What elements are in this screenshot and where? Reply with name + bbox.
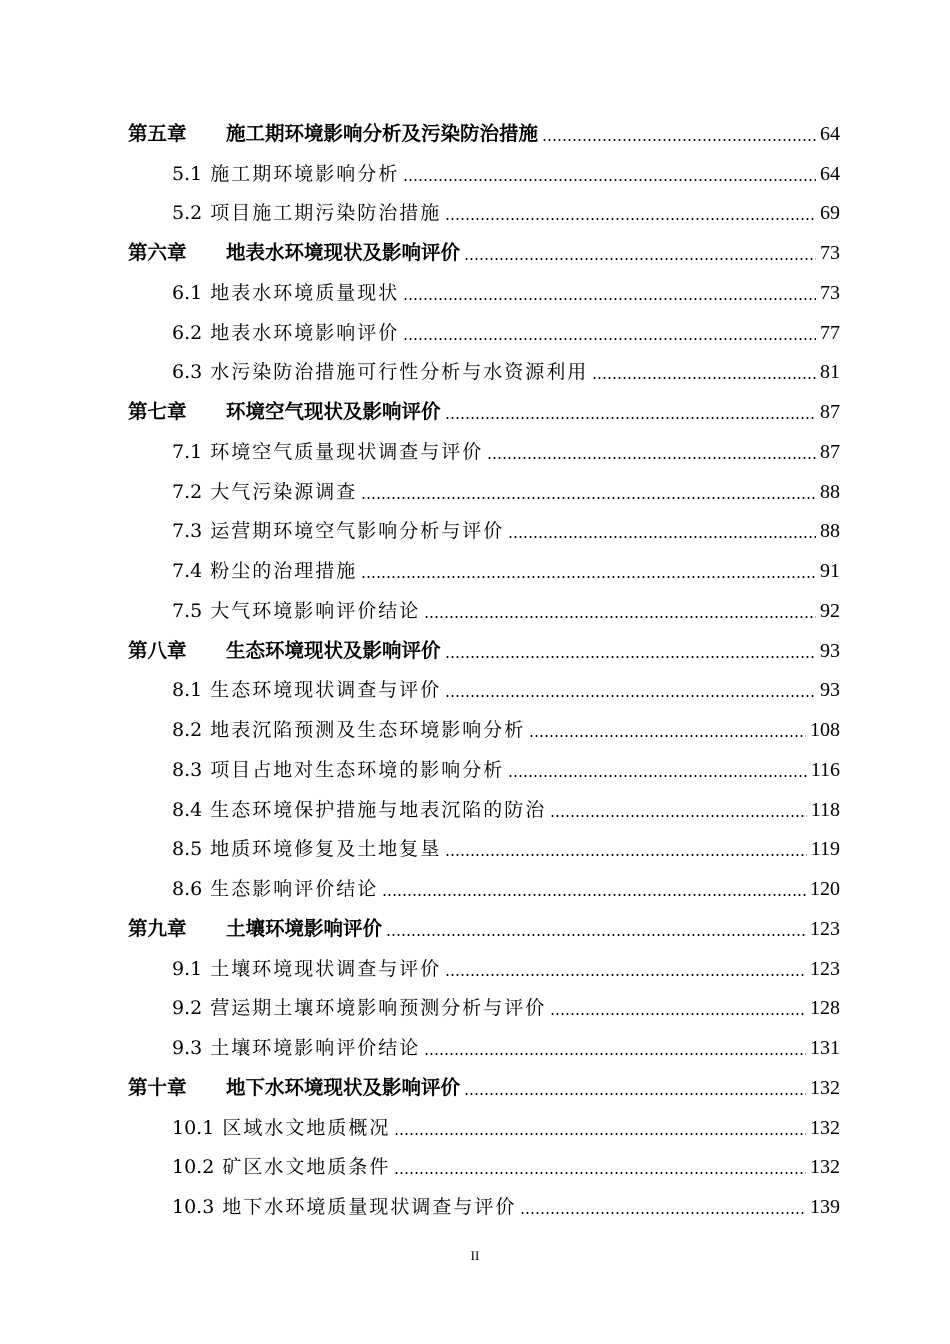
toc-entry-number: 第五章 bbox=[128, 121, 187, 145]
toc-section-entry[interactable] bbox=[128, 989, 840, 1029]
dot-leader bbox=[529, 735, 806, 737]
toc-section-entry[interactable] bbox=[128, 154, 840, 194]
toc-entry-number: 7.4 bbox=[172, 560, 203, 583]
toc-entry-title: 大气环境影响评价结论 bbox=[210, 599, 421, 622]
dot-leader bbox=[592, 377, 816, 379]
dot-leader bbox=[386, 934, 806, 936]
dot-leader bbox=[445, 974, 806, 976]
dot-leader bbox=[403, 298, 816, 300]
toc-entry-number: 5.2 bbox=[172, 202, 203, 225]
dot-leader bbox=[445, 695, 816, 697]
toc-section-entry[interactable] bbox=[128, 790, 840, 830]
toc-section-entry[interactable] bbox=[128, 1028, 840, 1068]
toc-entry-page: 123 bbox=[810, 917, 840, 940]
toc-entry-title: 施工期环境影响分析 bbox=[210, 162, 400, 185]
toc-entry-page: 131 bbox=[810, 1037, 840, 1060]
dot-leader bbox=[445, 854, 807, 856]
toc-entry-title: 项目占地对生态环境的影响分析 bbox=[210, 758, 505, 781]
dot-leader bbox=[542, 139, 816, 141]
toc-chapter-entry[interactable] bbox=[128, 909, 840, 949]
toc-section-entry[interactable] bbox=[128, 1148, 840, 1188]
dot-leader bbox=[382, 894, 806, 896]
toc-entry-number: 8.1 bbox=[172, 679, 203, 702]
toc-section-entry[interactable] bbox=[128, 949, 840, 989]
toc-entry-title: 区域水文地质概况 bbox=[222, 1116, 391, 1139]
toc-entry-title: 运营期环境空气影响分析与评价 bbox=[210, 520, 505, 543]
dot-leader bbox=[394, 1172, 806, 1174]
toc-section-entry[interactable] bbox=[128, 194, 840, 234]
toc-entry-page: 64 bbox=[820, 122, 840, 145]
toc-entry-number: 7.3 bbox=[172, 520, 203, 543]
toc-section-entry[interactable] bbox=[128, 353, 840, 393]
toc-entry-page: 73 bbox=[820, 281, 840, 304]
toc-section-entry[interactable] bbox=[128, 591, 840, 631]
toc-entry-page: 118 bbox=[810, 798, 840, 821]
toc-entry-title: 水污染防治措施可行性分析与水资源利用 bbox=[210, 361, 589, 384]
toc-section-entry[interactable] bbox=[128, 671, 840, 711]
toc-entry-number: 第八章 bbox=[128, 638, 187, 662]
toc-entry-number: 6.1 bbox=[172, 281, 203, 304]
toc-section-entry[interactable] bbox=[128, 551, 840, 591]
dot-leader bbox=[520, 1212, 806, 1214]
toc-section-entry[interactable] bbox=[128, 273, 840, 313]
toc-entry-title: 大气污染源调查 bbox=[210, 480, 358, 503]
toc-entry-title: 地质环境修复及土地复垦 bbox=[210, 838, 442, 861]
toc-entry-page: 64 bbox=[820, 162, 840, 185]
dot-leader bbox=[424, 1053, 806, 1055]
toc-entry-title: 项目施工期污染防治措施 bbox=[210, 202, 442, 225]
dot-leader bbox=[550, 815, 807, 817]
toc-entry-title: 粉尘的治理措施 bbox=[210, 560, 358, 583]
toc-chapter-entry[interactable] bbox=[128, 1068, 840, 1108]
dot-leader bbox=[464, 258, 816, 260]
toc-section-entry[interactable] bbox=[128, 313, 840, 353]
toc-entry-number: 第十章 bbox=[128, 1075, 187, 1099]
toc-entry-number: 6.3 bbox=[172, 361, 203, 384]
toc-entry-page: 88 bbox=[820, 480, 840, 503]
toc-chapter-entry[interactable] bbox=[128, 233, 840, 273]
toc-section-entry[interactable] bbox=[128, 830, 840, 870]
toc-entry-page: 92 bbox=[820, 599, 840, 622]
toc-entry-title: 施工期环境影响分析及污染防治措施 bbox=[226, 121, 539, 145]
toc-entry-number: 9.3 bbox=[172, 1037, 203, 1060]
toc-entry-number: 第六章 bbox=[128, 241, 187, 265]
toc-section-entry[interactable] bbox=[128, 512, 840, 552]
toc-entry-page: 119 bbox=[810, 838, 840, 861]
toc-entry-page: 128 bbox=[810, 997, 840, 1020]
toc-entry-number: 第九章 bbox=[128, 916, 187, 940]
dot-leader bbox=[361, 576, 816, 578]
toc-entry-number: 9.2 bbox=[172, 997, 203, 1020]
toc-section-entry[interactable] bbox=[128, 1108, 840, 1148]
toc-entry-title: 土壤环境影响评价 bbox=[226, 916, 383, 940]
toc-entry-title: 生态影响评价结论 bbox=[210, 878, 379, 901]
toc-entry-title: 生态环境现状及影响评价 bbox=[226, 638, 441, 662]
toc-entry-title: 环境空气质量现状调查与评价 bbox=[210, 440, 484, 463]
toc-entry-number: 5.1 bbox=[172, 162, 203, 185]
toc-entry-page: 139 bbox=[810, 1196, 840, 1219]
toc-entry-number: 8.4 bbox=[172, 798, 203, 821]
toc-entry-title: 环境空气现状及影响评价 bbox=[226, 400, 441, 424]
toc-entry-page: 132 bbox=[810, 1156, 840, 1179]
toc-entry-page: 73 bbox=[820, 242, 840, 265]
toc-entry-page: 116 bbox=[810, 758, 840, 781]
toc-entry-title: 土壤环境影响评价结论 bbox=[210, 1037, 421, 1060]
toc-entry-title: 矿区水文地质条件 bbox=[222, 1156, 391, 1179]
toc-entry-page: 88 bbox=[820, 520, 840, 543]
toc-entry-page: 108 bbox=[810, 719, 840, 742]
dot-leader bbox=[424, 616, 816, 618]
page-number-footer: II bbox=[470, 1248, 480, 1263]
dot-leader bbox=[394, 1133, 806, 1135]
toc-entry-number: 10.3 bbox=[172, 1196, 215, 1219]
toc-entry-page: 120 bbox=[810, 878, 840, 901]
toc-entry-page: 123 bbox=[810, 957, 840, 980]
toc-entry-number: 8.3 bbox=[172, 758, 203, 781]
toc-entry-number: 10.2 bbox=[172, 1156, 215, 1179]
toc-entry-title: 生态环境现状调查与评价 bbox=[210, 679, 442, 702]
dot-leader bbox=[445, 656, 816, 658]
dot-leader bbox=[464, 1093, 806, 1095]
toc-chapter-entry[interactable] bbox=[128, 631, 840, 671]
dot-leader bbox=[361, 497, 816, 499]
toc-entry-page: 87 bbox=[820, 401, 840, 424]
toc-entry-page: 87 bbox=[820, 440, 840, 463]
toc-section-entry[interactable] bbox=[128, 710, 840, 750]
toc-chapter-entry[interactable] bbox=[128, 392, 840, 432]
toc-section-entry[interactable] bbox=[128, 869, 840, 909]
dot-leader bbox=[445, 218, 816, 220]
toc-entry-title: 地表水环境质量现状 bbox=[210, 281, 400, 304]
toc-entry-number: 7.2 bbox=[172, 480, 203, 503]
toc-entry-number: 第七章 bbox=[128, 400, 187, 424]
dot-leader bbox=[403, 179, 816, 181]
dot-leader bbox=[445, 417, 816, 419]
toc-entry-number: 8.5 bbox=[172, 838, 203, 861]
toc-section-entry[interactable] bbox=[128, 1187, 840, 1227]
toc-entry-number: 8.6 bbox=[172, 878, 203, 901]
toc-entry-title: 生态环境保护措施与地表沉陷的防治 bbox=[210, 798, 547, 821]
toc-chapter-entry[interactable] bbox=[128, 114, 840, 154]
toc-entry-title: 土壤环境现状调查与评价 bbox=[210, 957, 442, 980]
toc-entry-page: 91 bbox=[820, 560, 840, 583]
toc-entry-number: 9.1 bbox=[172, 957, 203, 980]
toc-section-entry[interactable] bbox=[128, 432, 840, 472]
toc-entry-page: 69 bbox=[820, 202, 840, 225]
dot-leader bbox=[508, 775, 807, 777]
toc-entry-number: 7.5 bbox=[172, 599, 203, 622]
toc-entry-page: 93 bbox=[820, 639, 840, 662]
dot-leader bbox=[550, 1013, 806, 1015]
dot-leader bbox=[508, 536, 816, 538]
toc-entry-number: 6.2 bbox=[172, 321, 203, 344]
toc-section-entry[interactable] bbox=[128, 750, 840, 790]
toc-entry-page: 77 bbox=[820, 321, 840, 344]
table-of-contents bbox=[128, 114, 840, 1227]
dot-leader bbox=[487, 457, 816, 459]
toc-entry-title: 地下水环境现状及影响评价 bbox=[226, 1075, 461, 1099]
toc-entry-page: 132 bbox=[810, 1076, 840, 1099]
toc-section-entry[interactable] bbox=[128, 472, 840, 512]
toc-entry-number: 7.1 bbox=[172, 440, 203, 463]
toc-entry-page: 93 bbox=[820, 679, 840, 702]
toc-entry-number: 10.1 bbox=[172, 1116, 215, 1139]
toc-entry-title: 地表水环境影响评价 bbox=[210, 321, 400, 344]
toc-entry-title: 地下水环境质量现状调查与评价 bbox=[222, 1196, 517, 1219]
toc-entry-title: 地表沉陷预测及生态环境影响分析 bbox=[210, 719, 526, 742]
toc-entry-title: 地表水环境现状及影响评价 bbox=[226, 241, 461, 265]
toc-entry-page: 81 bbox=[820, 361, 840, 384]
toc-entry-page: 132 bbox=[810, 1116, 840, 1139]
toc-entry-number: 8.2 bbox=[172, 719, 203, 742]
toc-entry-title: 营运期土壤环境影响预测分析与评价 bbox=[210, 997, 547, 1020]
dot-leader bbox=[403, 338, 816, 340]
